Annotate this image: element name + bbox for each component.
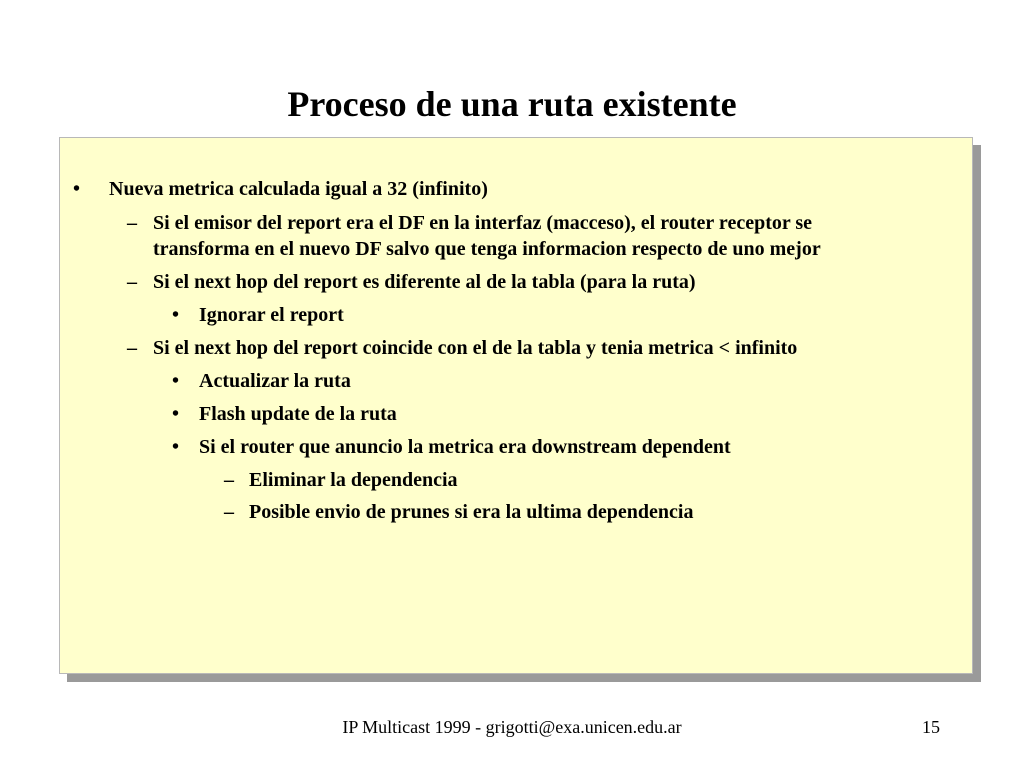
bullet-text-ignore-report: Ignorar el report (199, 304, 344, 326)
dash-marker: – (224, 501, 234, 523)
slide-title: Proceso de una ruta existente (287, 84, 737, 124)
bullet-marker: • (172, 370, 180, 392)
bullet-text-flash-update: Flash update de la ruta (199, 403, 397, 425)
bullet-marker: • (73, 178, 81, 200)
bullet-marker: • (172, 304, 180, 326)
dash-marker: – (127, 271, 137, 293)
bullet-text-df-emitter-cont: transforma en el nuevo DF salvo que tenga informacion respecto de uno mejor (153, 238, 821, 260)
bullet-text-df-emitter: Si el emisor del report era el DF en la interfaz (macceso), el router receptor se (153, 212, 813, 234)
bullet-text-remove-dependency: Eliminar la dependencia (249, 469, 458, 491)
bullet-text-downstream-dependent: Si el router que anuncio la metrica era downstream dependent (199, 436, 731, 458)
bullet-text-new-metric: Nueva metrica calculada igual a 32 (infinito) (109, 178, 488, 200)
bullet-marker: • (172, 436, 180, 458)
bullet-text-next-hop-matches: Si el next hop del report coincide con el de la tabla y tenia metrica < infinito (153, 337, 798, 359)
dash-marker: – (127, 212, 137, 234)
slide-footer: IP Multicast 1999 - grigotti@exa.unicen.edu.ar (342, 717, 682, 737)
bullet-text-send-prunes: Posible envio de prunes si era la ultima dependencia (249, 501, 694, 523)
bullet-text-update-route: Actualizar la ruta (199, 370, 351, 392)
bullet-text-next-hop-different: Si el next hop del report es diferente al de la tabla (para la ruta) (153, 271, 696, 293)
dash-marker: – (127, 337, 137, 359)
page-number: 15 (922, 717, 940, 737)
bullet-marker: • (172, 403, 180, 425)
dash-marker: – (224, 469, 234, 491)
